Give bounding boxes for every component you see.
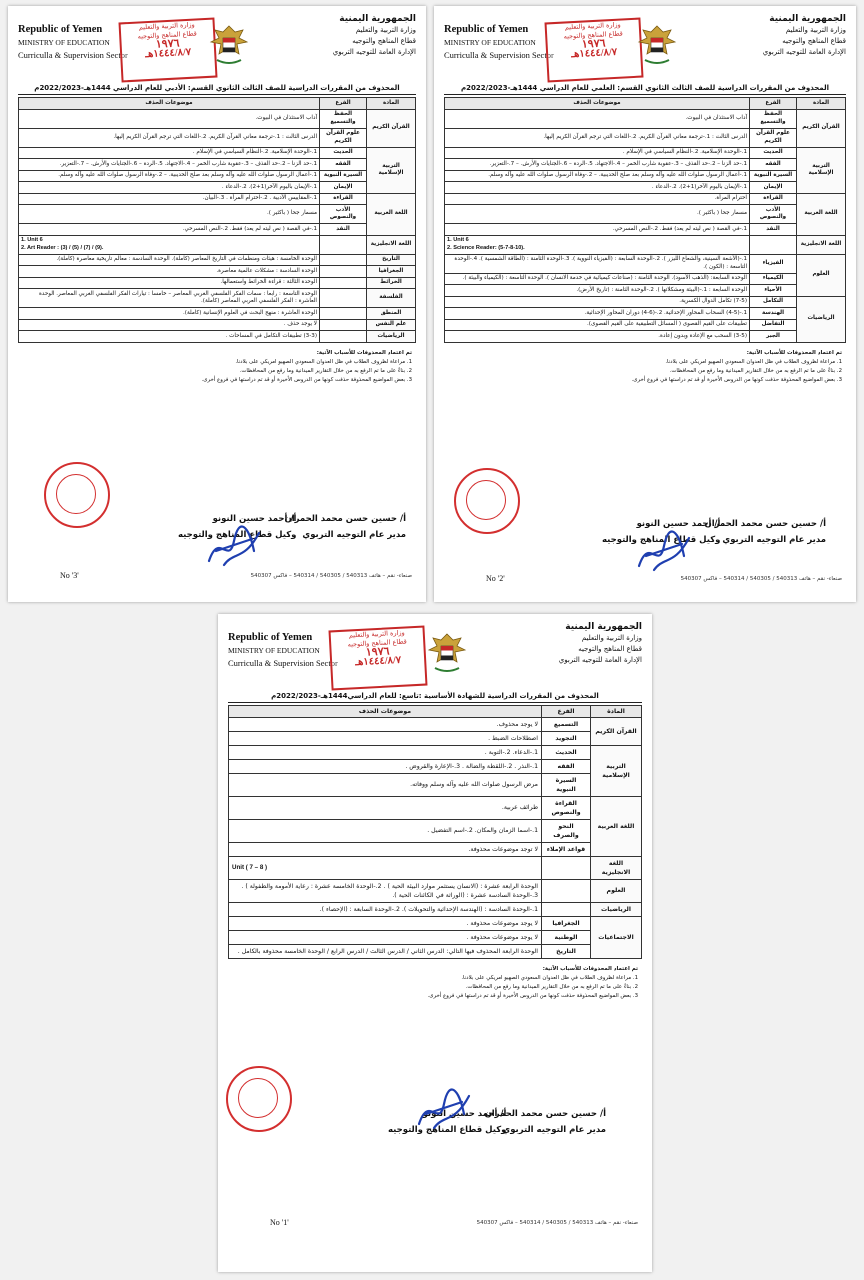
table-row — [445, 254, 846, 273]
signatory-name-left: أ/ أحمد حسين النونو — [636, 519, 721, 529]
official-seal-icon — [226, 1066, 292, 1132]
signatory-name-right: أ/ حسين حسن محمد الحمران — [704, 519, 826, 529]
stamp-line-sector: قطاع المناهج والتوجيه — [347, 637, 408, 649]
subject-cell: الجغرافيا — [367, 266, 416, 278]
registry-stamp — [118, 18, 217, 83]
note-item: 3. بعض المواضيع المحذوفة حذفت كونها من الدروس الأخيرة أو قد تم دراستها في فروع أخرى. — [201, 376, 412, 383]
table-row — [229, 879, 642, 902]
signatory-name-right: أ/ حسين حسن محمد الحمران — [484, 1109, 606, 1119]
topic-cell: 1.-حد الزنا – 2.-حد القذف – 3.-عقوبة شارب الخمر – 4.-الاجتهاد. 5.-الردة – 6.-الجنايات والأرش. – 7.-التعزير. — [19, 159, 320, 171]
table-row — [445, 193, 846, 205]
document-title: المحذوف من المقررات الدراسية للصف الثالث الثانوي القسم: العلمي للعام الدراسي 1444هـ-2022/2023م — [444, 84, 846, 95]
ministry-label: MINISTRY OF EDUCATION — [444, 38, 536, 47]
branch-cell: التسميع — [542, 717, 591, 731]
document-page-3 — [8, 6, 426, 602]
subject-cell: اللغة الانجليزية — [797, 235, 846, 254]
topic-cell: لا يوجد موضوعات محذوفة . — [229, 930, 542, 944]
letterhead — [8, 6, 426, 84]
page-footer: صنعاء- نقم – هاتف 540313 / 540305 / 540314 – فاكس 540307 — [250, 573, 412, 579]
topic-cell: الوحدة الخامسة : هيئات ومنظمات في التاريخ المعاصر (كاملة). الوحدة السادسة : معالم تاريخية معاصرة (كاملة). — [19, 254, 320, 266]
topic-cell: لا يوجد حذف . — [19, 319, 320, 331]
branch-cell — [542, 856, 591, 879]
table-row — [19, 331, 416, 343]
col-header-topics: موضوعات الحذف — [229, 706, 542, 718]
table-row — [229, 902, 642, 916]
table-row — [229, 944, 642, 958]
branch-cell: الفقه — [542, 759, 591, 773]
table-row — [229, 916, 642, 930]
registry-stamp — [328, 626, 427, 691]
subject-cell: القرآن الكريم — [591, 717, 642, 745]
handwritten-signature-icon — [414, 1084, 474, 1134]
table-row — [19, 147, 416, 159]
subject-cell: الرياضيات — [797, 296, 846, 342]
sector-arabic: قطاع المناهج والتوجيه — [578, 645, 642, 653]
signatory-title-left: وكيل قطاع المناهج والتوجيه — [388, 1125, 507, 1135]
registry-stamp — [544, 18, 643, 83]
table-row — [19, 205, 416, 224]
topic-cell: 1.-في القصة ( نص ليته لم يعد) فقط. 2.-النص المسرحي. — [445, 224, 750, 236]
topic-cell: الوحدة الثالثة : قراءة الخرائط واستعمالها. — [19, 277, 320, 289]
curriculum-table — [18, 97, 416, 343]
topic-cell: 1.-الوحدة الإسلامية. 2.-النظام السياسي في الإسلام . — [445, 147, 750, 159]
topic-cell: الوحدة العاشرة : منهج البحث في العلوم الإنسانية (كاملة). — [19, 308, 320, 320]
table-row — [19, 109, 416, 128]
table-row — [229, 731, 642, 745]
branch-cell: الأدب والنصوص — [320, 205, 367, 224]
table-row — [445, 205, 846, 224]
note-item: 1. مراعاة لظروف الطلاب في ظل العدوان السعودي الصهيو امريكي على بلادنا. — [461, 974, 638, 981]
topic-cell: تطبيقات على القيم القصوى ( المسائل التطبيقية على القيم القصوى). — [445, 319, 750, 331]
topic-cell: 1.-(الأشعة السينية، والشعاع الليزر ). 2.-الوحدة السابعة : (الفيزياء النووية ). 3.-الوحدة الثامنة : (الطاقة الشمسية ). 4.-الوحدة التاسعة : (الكون ). — [445, 254, 750, 273]
subject-cell: التربية الإسلامية — [797, 147, 846, 193]
table-row — [229, 773, 642, 796]
table-row — [229, 819, 642, 842]
topic-cell: الوحدة الرابعة عشرة : (الانسان يستثمر موارد البيئة الحية ) . 2.-الوحدة الخامسة عشرة : رعاية الأمومة والطفولة ) . 3.-الوحدة السادسة عشرة : (الوراثة في الكائنات الحية ). — [229, 879, 542, 902]
topic-cell: مسمار جحا ( باكثير ). — [445, 205, 750, 224]
branch-cell — [750, 235, 797, 254]
topic-cell: الدرس الثالث : 1.-ترجمة معاني القرآن الكريم. 2.-اللغات التي ترجم القرآن الكريم إليها. — [19, 128, 320, 147]
branch-cell: السيرة النبوية — [542, 773, 591, 796]
subject-cell: التربية الإسلامية — [591, 745, 642, 796]
republic-arabic: الجمهورية اليمنية — [769, 14, 846, 24]
letterhead-arabic — [716, 14, 846, 58]
letterhead — [434, 6, 856, 84]
letterhead — [218, 614, 652, 692]
table-row — [19, 319, 416, 331]
subject-cell: اللغة الانجليزية — [367, 235, 416, 254]
subject-cell: اللغة الانجليزية — [591, 856, 642, 879]
signatory-title-left: وكيل قطاع المناهج والتوجيه — [178, 530, 297, 540]
table-header-row — [19, 98, 416, 110]
table-row — [19, 224, 416, 236]
topic-cell: 1.-الوحدة الإسلامية. 2.-النظام السياسي في الإسلام . — [19, 147, 320, 159]
table-row — [229, 842, 642, 856]
table-row — [445, 170, 846, 182]
department-arabic: الإدارة العامة للتوجيه التربوي — [332, 48, 416, 56]
subject-cell: اللغة العربية — [591, 796, 642, 856]
official-seal-icon — [454, 468, 520, 534]
topic-cell: 1.-الدعاء. 2.-التوبة . — [229, 745, 542, 759]
page-number: No '2' — [486, 574, 505, 583]
ministry-arabic: وزارة التربية والتعليم — [785, 26, 846, 34]
page-footer: صنعاء- نقم – هاتف 540313 / 540305 / 540314 – فاكس 540307 — [680, 576, 842, 582]
page-footer: صنعاء- نقم – هاتف 540313 / 540305 / 540314 – فاكس 540307 — [476, 1220, 638, 1226]
branch-cell: الإيمان — [320, 182, 367, 194]
signature-right — [484, 1106, 606, 1138]
branch-cell — [542, 902, 591, 916]
subject-cell: القرآن الكريم — [367, 109, 416, 147]
col-header-subject: المادة — [591, 706, 642, 718]
notes-heading: تم اعتماد المحذوفات للأسباب الآتية: — [746, 349, 842, 356]
table-row — [445, 159, 846, 171]
note-item: 1. مراعاة لظروف الطلاب في ظل العدوان السعودي الصهيو امريكي على بلادنا. — [665, 358, 842, 365]
document-page-1 — [218, 614, 652, 1272]
branch-cell: الهندسة — [750, 308, 797, 320]
signatory-name-right: أ/ حسين حسن محمد الحمران — [284, 514, 406, 524]
stamp-line-sector: قطاع المناهج والتوجيه — [137, 29, 198, 41]
stamp-date: ١٤٤٤/٨/٧هـ — [354, 654, 402, 669]
sector-arabic: قطاع المناهج والتوجيه — [352, 37, 416, 45]
topic-cell: 1.-اسما الزمان والمكان. 2.-اسم التفضيل . — [229, 819, 542, 842]
topic-cell: 1.-أعمال الرسول صلوات الله عليه وآله وسلم بعد صلح الحديبية. – 2.-وفاة الرسول صلوات الله عليه وآله وسلم. — [445, 170, 750, 182]
branch-cell: السيرة النبوية — [750, 170, 797, 182]
table-header-row — [445, 98, 846, 110]
table-row — [19, 193, 416, 205]
curriculum-table — [444, 97, 846, 343]
branch-cell: الحديث — [320, 147, 367, 159]
topic-cell: (7-5) تكامل الدوال الكسرية. — [445, 296, 750, 308]
branch-cell: الفقه — [320, 159, 367, 171]
branch-cell: الجبر — [750, 331, 797, 343]
page-number: No '1' — [270, 1218, 289, 1227]
signature-right — [704, 516, 826, 548]
ministry-label: MINISTRY OF EDUCATION — [228, 646, 320, 655]
topic-cell: الوحدة السابعة : 1.-(البيئة ومشكلاتها ). 2.-الوحدة الثامنة : (تاريخ الأرض). — [445, 285, 750, 297]
stamp-number: ١٩٧٦ — [365, 645, 390, 659]
topic-cell: لا يوجد موضوعات محذوفة . — [229, 916, 542, 930]
branch-cell — [320, 319, 367, 331]
stamp-number: ١٩٧٦ — [581, 37, 606, 51]
notes-section — [22, 349, 412, 385]
branch-cell — [320, 266, 367, 278]
subject-cell: العلوم — [797, 254, 846, 296]
topic-cell: 1.-المقاييس الأدبية . 2.-احترام المرأة . 3.-البيان. — [19, 193, 320, 205]
republic-arabic: الجمهورية اليمنية — [565, 622, 642, 632]
topic-cell: 1. Unit 6 2. Art Reader : (3) / (5) / (7) / (9). — [19, 235, 320, 254]
table-row — [19, 170, 416, 182]
branch-cell: الفيزياء — [750, 254, 797, 273]
document-page-2 — [434, 6, 856, 602]
subject-cell: التربية الإسلامية — [367, 147, 416, 193]
subject-cell: الرياضيات — [367, 331, 416, 343]
branch-cell: الحديث — [750, 147, 797, 159]
branch-cell: الأحياء — [750, 285, 797, 297]
sector-label: Curriculla & Supervision Sector — [444, 50, 554, 60]
table-row — [229, 796, 642, 819]
sector-arabic: قطاع المناهج والتوجيه — [782, 37, 846, 45]
topic-cell: (3-3) تطبيقات التكامل في المساحات . — [19, 331, 320, 343]
table-row — [229, 745, 642, 759]
topic-cell: مرض الرسول صلوات الله عليه وآله وسلم ووفاته. — [229, 773, 542, 796]
table-row — [445, 308, 846, 320]
topic-cell: اصطلاحات الضبط . — [229, 731, 542, 745]
topic-cell: آداب الاستئذان في البيوت. — [19, 109, 320, 128]
topic-cell: احترام المرأة. — [445, 193, 750, 205]
subject-cell: الاجتماعيات — [591, 916, 642, 958]
topic-cell: الدرس الثالث : 1.-ترجمة معاني القرآن الكريم. 2.-اللغات التي ترجم القرآن الكريم إليها. — [445, 128, 750, 147]
table-row — [229, 759, 642, 773]
table-row — [445, 147, 846, 159]
note-item: 2. بناءً على ما تم الرفع به من خلال التقارير الميدانية وما رفع من المحافظات. — [465, 983, 638, 990]
col-header-topics: موضوعات الحذف — [19, 98, 320, 110]
official-seal-icon — [44, 462, 110, 528]
letterhead-arabic — [512, 622, 642, 666]
branch-cell: السيرة النبوية — [320, 170, 367, 182]
table-row — [445, 273, 846, 285]
notes-heading: تم اعتماد المحذوفات للأسباب الآتية: — [316, 349, 412, 356]
note-item: 1. مراعاة لظروف الطلاب في ظل العدوان السعودي الصهيو امريكي على بلادنا. — [235, 358, 412, 365]
branch-cell: الإيمان — [750, 182, 797, 194]
signatory-title-right: مدير عام التوجيه التربوي — [502, 1125, 606, 1135]
branch-cell: القراءة — [320, 193, 367, 205]
sector-label: Curriculla & Supervision Sector — [228, 658, 338, 668]
branch-cell: النقد — [320, 224, 367, 236]
document-title: المحذوف من المقررات الدراسية للصف الثالث الثانوي القسم: الأدبي للعام الدراسي 1444هـ-2022/2023م — [18, 84, 416, 95]
branch-cell — [320, 331, 367, 343]
table-row — [445, 296, 846, 308]
letterhead-arabic — [286, 14, 416, 58]
branch-cell: الأدب والنصوص — [750, 205, 797, 224]
signatory-name-left: أ/ أحمد حسين النونو — [212, 514, 297, 524]
topic-cell: 1.-الإيمان باليوم الآخر(1+2). 2.-الدعاء . — [19, 182, 320, 194]
stamp-line-ministry: وزارة التربية والتعليم — [564, 20, 621, 32]
col-header-branch: الفرع — [320, 98, 367, 110]
subject-cell: التاريخ — [367, 254, 416, 266]
republic-label: Republic of Yemen — [18, 24, 103, 35]
topic-cell: مسمار جحا ( باكثير ). — [19, 205, 320, 224]
branch-cell — [320, 277, 367, 289]
table-row — [19, 266, 416, 278]
department-arabic: الإدارة العامة للتوجيه التربوي — [558, 656, 642, 664]
subject-cell: اللغة العربية — [367, 193, 416, 235]
stamp-line-sector: قطاع المناهج والتوجيه — [563, 29, 624, 41]
table-row — [229, 856, 642, 879]
handwritten-signature-icon — [204, 521, 264, 571]
topic-cell: الوحدة السادسة : مشكلات عالمية معاصرة. — [19, 266, 320, 278]
table-row — [445, 285, 846, 297]
signatory-title-right: مدير عام التوجيه التربوي — [722, 535, 826, 545]
table-row — [229, 717, 642, 731]
notes-section — [232, 965, 638, 1001]
col-header-subject: المادة — [367, 98, 416, 110]
topic-cell: طرائف عربية. — [229, 796, 542, 819]
stamp-date: ١٤٤٤/٨/٧هـ — [144, 46, 192, 61]
branch-cell: الحفظ والتسميع — [320, 109, 367, 128]
table-row — [19, 308, 416, 320]
topic-cell: الوحدة الرابعة المحذوف فيها التالي: الدرس الثاني / الدرس الثالث / الدرس الرابع / الوحدة الخامسة محذوفة بالكامل . — [229, 944, 542, 958]
document-title: المحذوف من المقررات الدراسية للشهادة الأساسية :تاسع: للعام الدراسي1444هـ-2022/2023م — [228, 692, 642, 703]
branch-cell: علوم القرآن الكريم — [320, 128, 367, 147]
table-row — [445, 235, 846, 254]
handwritten-signature-icon — [634, 526, 694, 576]
subject-cell: الخرائط — [367, 277, 416, 289]
table-row — [445, 319, 846, 331]
col-header-topics: موضوعات الحذف — [445, 98, 750, 110]
table-row — [445, 331, 846, 343]
topic-cell: 1.-حد الزنا – 2.-حد القذف – 3.-عقوبة شارب الخمر – 4.-الاجتهاد. 5.-الردة – 6.-الجنايات والأرش. – 7.-التعزير. — [445, 159, 750, 171]
notes-heading: تم اعتماد المحذوفات للأسباب الآتية: — [542, 965, 638, 972]
topic-cell: Unit ( 7 – 8 ) — [229, 856, 542, 879]
topic-cell: 1.-(4-5) السحاب المحاور الإحداثية. 2.-(6-4) دوران المحاور الإحداثية. — [445, 308, 750, 320]
subject-cell: العلوم — [591, 879, 642, 902]
table-header-row — [229, 706, 642, 718]
eagle-emblem-icon — [427, 630, 467, 674]
signatory-title-left: وكيل قطاع المناهج والتوجيه — [602, 535, 721, 545]
curriculum-table — [228, 705, 642, 959]
table-row — [19, 289, 416, 308]
topic-cell: 1.-أعمال الرسول صلوات الله عليه وآله وسلم بعد صلح الحديبية. – 2.-وفاة الرسول صلوات الله عليه وآله وسلم. — [19, 170, 320, 182]
branch-cell: الحديث — [542, 745, 591, 759]
table-row — [19, 128, 416, 147]
republic-label: Republic of Yemen — [228, 632, 313, 643]
table-row — [19, 254, 416, 266]
signatory-title-right: مدير عام التوجيه التربوي — [302, 530, 406, 540]
branch-cell: الفقه — [750, 159, 797, 171]
stamp-line-ministry: وزارة التربية والتعليم — [348, 628, 405, 640]
topic-cell: 1. Unit 6 2. Science Reader: (5-7-8-10). — [445, 235, 750, 254]
subject-cell: الفلسفة — [367, 289, 416, 308]
ministry-arabic: وزارة التربية والتعليم — [581, 634, 642, 642]
branch-cell — [320, 254, 367, 266]
eagle-emblem-icon — [637, 22, 677, 66]
subject-cell: الرياضيات — [591, 902, 642, 916]
note-item: 2. بناءً على ما تم الرفع به من خلال التقارير الميدانية وما رفع من المحافظات. — [239, 367, 412, 374]
sector-label: Curriculla & Supervision Sector — [18, 50, 128, 60]
topic-cell: لا يوجد محذوف. — [229, 717, 542, 731]
table-row — [19, 182, 416, 194]
branch-cell: الجغرافيا — [542, 916, 591, 930]
branch-cell: التكامل — [750, 296, 797, 308]
table-row — [445, 128, 846, 147]
table-row — [445, 182, 846, 194]
branch-cell: قواعد الإملاء — [542, 842, 591, 856]
signatory-name-left: أ/ أحمد حسين النونو — [422, 1109, 507, 1119]
branch-cell — [320, 235, 367, 254]
signature-right — [284, 511, 406, 543]
page-number: No '3' — [60, 571, 79, 580]
subject-cell: اللغة العربية — [797, 193, 846, 235]
branch-cell — [320, 289, 367, 308]
department-arabic: الإدارة العامة للتوجيه التربوي — [762, 48, 846, 56]
topic-cell: آداب الاستئذان في البيوت. — [445, 109, 750, 128]
topic-cell: 1.-في القصة ( نص ليته لم يعد) فقط. 2.-النص المسرحي. — [19, 224, 320, 236]
col-header-branch: الفرع — [750, 98, 797, 110]
note-item: 3. بعض المواضيع المحذوفة حذفت كونها من الدروس الأخيرة أو قد تم دراستها في فروع أخرى. — [427, 992, 638, 999]
branch-cell: الكيمياء — [750, 273, 797, 285]
subject-cell: المنطق — [367, 308, 416, 320]
table-row — [445, 224, 846, 236]
branch-cell — [320, 308, 367, 320]
republic-label: Republic of Yemen — [444, 24, 529, 35]
branch-cell: النقد — [750, 224, 797, 236]
ministry-arabic: وزارة التربية والتعليم — [355, 26, 416, 34]
republic-arabic: الجمهورية اليمنية — [339, 14, 416, 24]
table-row — [19, 235, 416, 254]
table-row — [19, 277, 416, 289]
col-header-branch: الفرع — [542, 706, 591, 718]
branch-cell: الحفظ والتسميع — [750, 109, 797, 128]
subject-cell: علم النفس — [367, 319, 416, 331]
topic-cell: الوحدة السابعة: (الذهب الأسود). الوحدة الثامنة : (صناعات كيميائية في خدمة الانسان ). الوحدة التاسعة : (الكيمياء والبيئة ). — [445, 273, 750, 285]
branch-cell — [542, 879, 591, 902]
stamp-date: ١٤٤٤/٨/٧هـ — [570, 46, 618, 61]
topic-cell: 1.-الوحدة السادسة : (الهندسة الإحداثية والتحويلات ). 2.-الوحدة السابعة : (الإحصاء ). — [229, 902, 542, 916]
notes-section — [448, 349, 842, 385]
stamp-line-ministry: وزارة التربية والتعليم — [138, 20, 195, 32]
topic-cell: 1.-الإيمان باليوم الآخر(1+2). 2.-الدعاء . — [445, 182, 750, 194]
branch-cell: القراءة والنصوص — [542, 796, 591, 819]
ministry-label: MINISTRY OF EDUCATION — [18, 38, 110, 47]
note-item: 2. بناءً على ما تم الرفع به من خلال التقارير الميدانية وما رفع من المحافظات. — [669, 367, 842, 374]
topic-cell: الوحدة التاسعة : رابعا : سمات الفكر الفلسفي الغربي المعاصر – خامسا : تيارات الفكر الفلسفي الغربي المعاصر. الوحدة العاشرة : الفكر الفلسفي العربي المعاصر (كاملة). — [19, 289, 320, 308]
table-row — [19, 159, 416, 171]
stamp-number: ١٩٧٦ — [155, 37, 180, 51]
branch-cell: النحو والصرف — [542, 819, 591, 842]
branch-cell: التاريخ — [542, 944, 591, 958]
branch-cell: علوم القرآن الكريم — [750, 128, 797, 147]
col-header-subject: المادة — [797, 98, 846, 110]
table-row — [445, 109, 846, 128]
subject-cell: القرآن الكريم — [797, 109, 846, 147]
branch-cell: التجويد — [542, 731, 591, 745]
topic-cell: لا توجد موضوعات محذوفة. — [229, 842, 542, 856]
branch-cell: الوطنية — [542, 930, 591, 944]
topic-cell: (3-5) السحب مع الإعادة وبدون إعادة. — [445, 331, 750, 343]
branch-cell: القراءة — [750, 193, 797, 205]
note-item: 3. بعض المواضيع المحذوفة حذفت كونها من الدروس الأخيرة أو قد تم دراستها في فروع أخرى. — [631, 376, 842, 383]
eagle-emblem-icon — [209, 22, 249, 66]
branch-cell: التفاضل — [750, 319, 797, 331]
topic-cell: 1.-النذر . 2.-اللقطة والضالة . 3.-الإعارة والقروض . — [229, 759, 542, 773]
table-row — [229, 930, 642, 944]
